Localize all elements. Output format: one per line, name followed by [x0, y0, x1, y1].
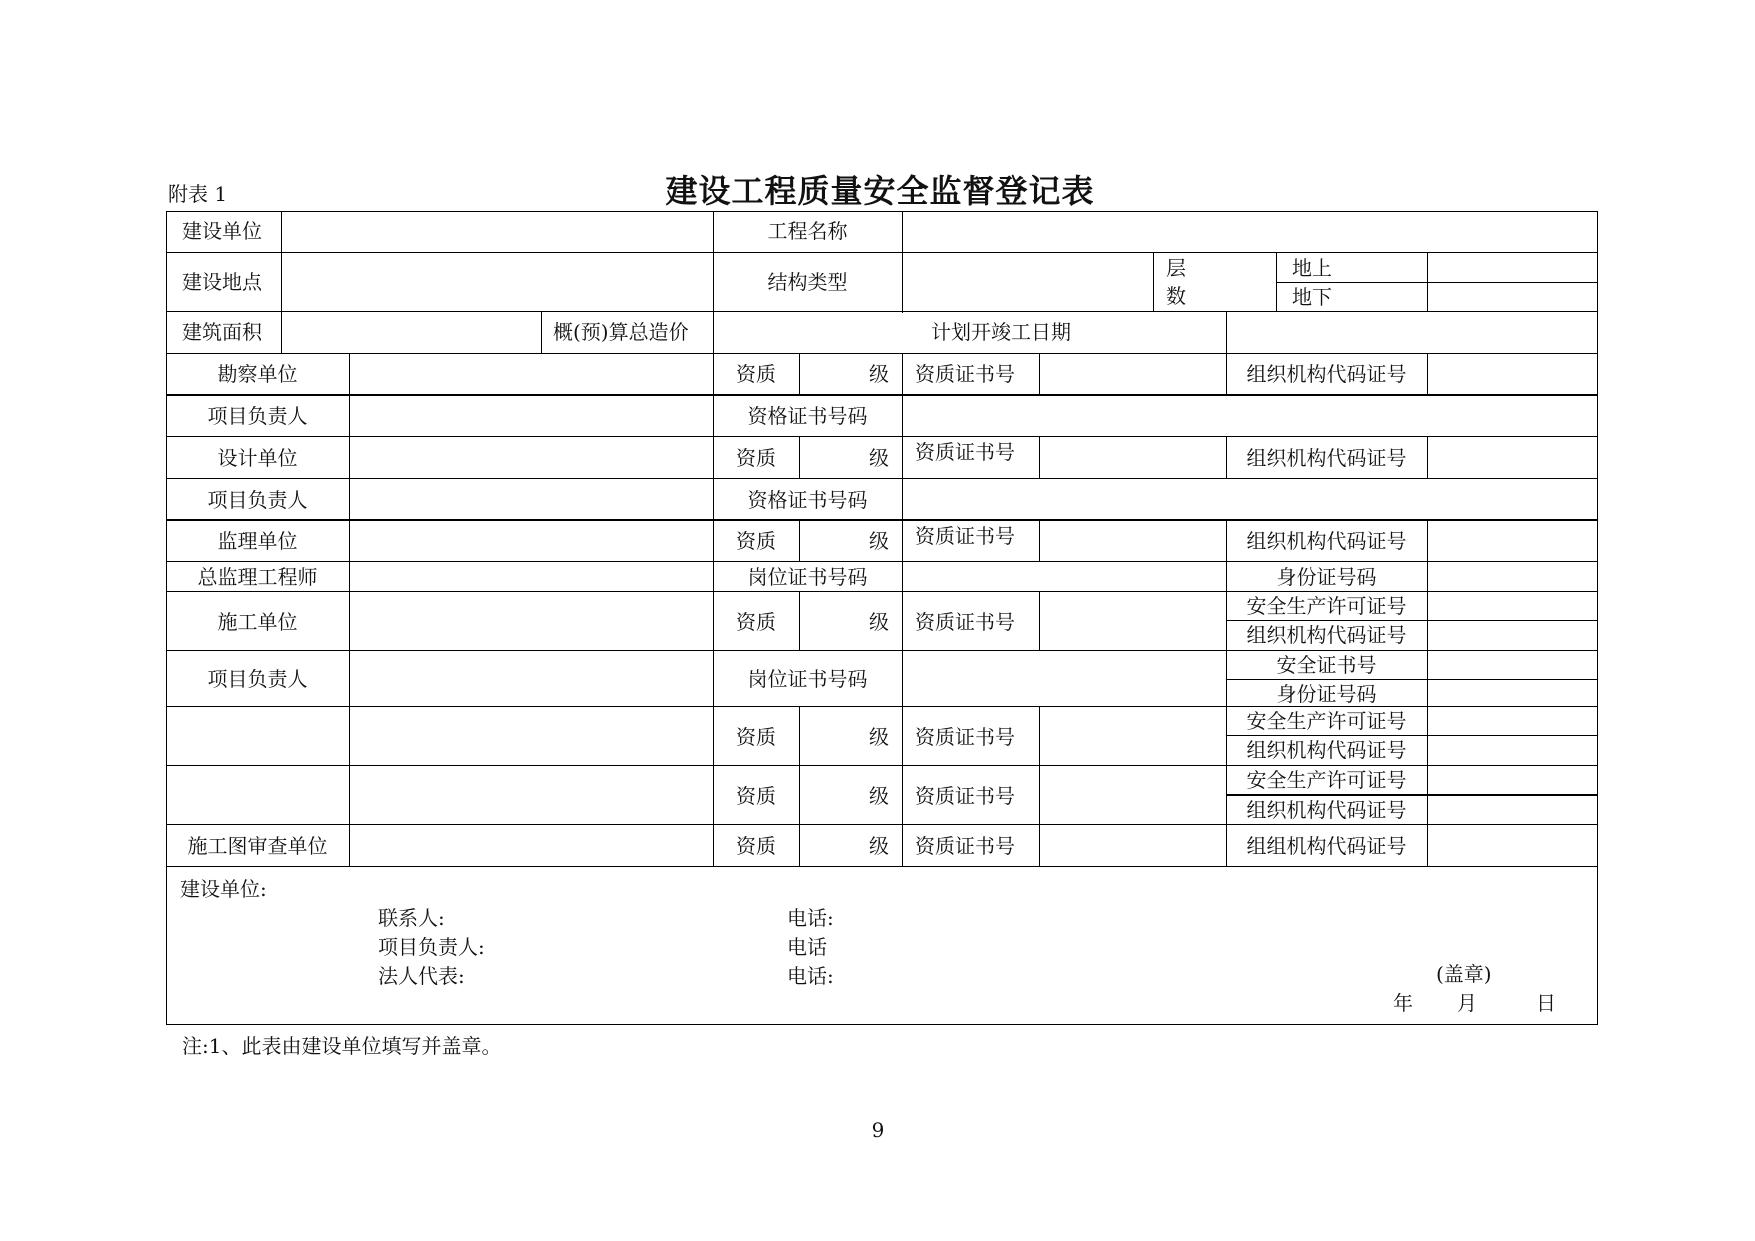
label-qual-cert-no: 资质证书号 — [915, 725, 1015, 749]
sig-day: 日 — [1536, 991, 1556, 1015]
page-title: 建设工程质量安全监督登记表 — [665, 172, 1095, 210]
label-below-ground: 地下 — [1292, 285, 1332, 309]
label-grade: 级 — [869, 529, 889, 553]
label-org-code-cert: 组织机构代码证号 — [1246, 362, 1407, 386]
label-org-code-cert: 组织机构代码证号 — [1246, 623, 1407, 647]
label-project-leader: 项目负责人 — [207, 488, 308, 512]
label-grade: 级 — [869, 362, 889, 386]
label-qual-cert-no: 资质证书号 — [915, 610, 1015, 634]
label-qual-cert-no: 资质证书号 — [915, 440, 1015, 464]
label-grade: 级 — [869, 446, 889, 470]
label-floors-2: 数 — [1166, 284, 1186, 308]
sig-seal: (盖章) — [1436, 962, 1492, 986]
footnote: 注:1、此表由建设单位填写并盖章。 — [182, 1034, 502, 1058]
label-supervision-unit: 监理单位 — [217, 529, 298, 553]
label-qualification: 资质 — [736, 784, 776, 808]
label-qual-cert-no: 资质证书号 — [915, 784, 1015, 808]
label-qualification: 资质 — [736, 362, 776, 386]
label-safety-permit-no: 安全生产许可证号 — [1246, 709, 1407, 733]
sig-project-leader: 项目负责人: — [378, 935, 485, 959]
sig-build-unit-label: 建设单位: — [180, 877, 267, 901]
label-chief-supervisor: 总监理工程师 — [197, 565, 318, 589]
label-budget: 概(预)算总造价 — [553, 320, 689, 344]
label-planned-dates: 计划开竣工日期 — [931, 320, 1071, 344]
label-qual-cert-no: 资质证书号 — [915, 524, 1015, 548]
label-qualification: 资质 — [736, 529, 776, 553]
label-org-code-cert: 组织机构代码证号 — [1246, 529, 1407, 553]
label-eligibility-cert-no: 资格证书号码 — [747, 488, 868, 512]
sig-phone-2: 电话 — [787, 935, 827, 959]
label-org-code-cert: 组织机构代码证号 — [1246, 738, 1407, 762]
label-org-code-cert: 组织机构代码证号 — [1246, 446, 1407, 470]
label-floors-1: 层 — [1166, 256, 1186, 280]
label-build-location: 建设地点 — [182, 270, 262, 294]
label-grade: 级 — [869, 610, 889, 634]
label-post-cert-no: 岗位证书号码 — [747, 667, 868, 691]
label-safety-permit-no: 安全生产许可证号 — [1246, 768, 1407, 792]
label-qualification: 资质 — [736, 446, 776, 470]
label-project-name: 工程名称 — [767, 219, 848, 243]
label-org-code-cert: 组织机构代码证号 — [1246, 798, 1407, 822]
label-safety-cert-no: 安全证书号 — [1276, 653, 1377, 677]
label-structure-type: 结构类型 — [767, 270, 848, 294]
label-survey-unit: 勘察单位 — [217, 362, 298, 386]
label-grade: 级 — [869, 784, 889, 808]
page-number: 9 — [871, 1118, 885, 1142]
label-post-cert-no: 岗位证书号码 — [747, 565, 868, 589]
label-id-no: 身份证号码 — [1276, 682, 1377, 706]
label-project-leader: 项目负责人 — [207, 667, 308, 691]
label-above-ground: 地上 — [1292, 256, 1332, 280]
label-project-leader: 项目负责人 — [207, 404, 308, 428]
label-eligibility-cert-no: 资格证书号码 — [747, 404, 868, 428]
sig-contact: 联系人: — [378, 906, 445, 930]
label-grade: 级 — [869, 725, 889, 749]
label-org-code-cert-alt: 组组机构代码证号 — [1246, 834, 1407, 858]
sig-legal-rep: 法人代表: — [378, 964, 465, 988]
label-qual-cert-no: 资质证书号 — [915, 362, 1015, 386]
sig-month: 月 — [1457, 991, 1477, 1015]
label-qualification: 资质 — [736, 834, 776, 858]
label-safety-permit-no: 安全生产许可证号 — [1246, 594, 1407, 618]
label-drawing-review-unit: 施工图审查单位 — [187, 834, 328, 858]
sig-phone-3: 电话: — [787, 964, 834, 988]
label-build-area: 建筑面积 — [182, 320, 262, 344]
label-id-no: 身份证号码 — [1276, 565, 1377, 589]
label-build-unit: 建设单位 — [182, 219, 262, 243]
sig-phone-1: 电话: — [787, 906, 834, 930]
label-qual-cert-no: 资质证书号 — [915, 834, 1015, 858]
sig-year: 年 — [1393, 991, 1413, 1015]
label-grade: 级 — [869, 834, 889, 858]
appendix-label: 附表 1 — [168, 182, 228, 206]
label-construction-unit: 施工单位 — [217, 610, 298, 634]
label-qualification: 资质 — [736, 610, 776, 634]
label-design-unit: 设计单位 — [217, 446, 298, 470]
label-qualification: 资质 — [736, 725, 776, 749]
